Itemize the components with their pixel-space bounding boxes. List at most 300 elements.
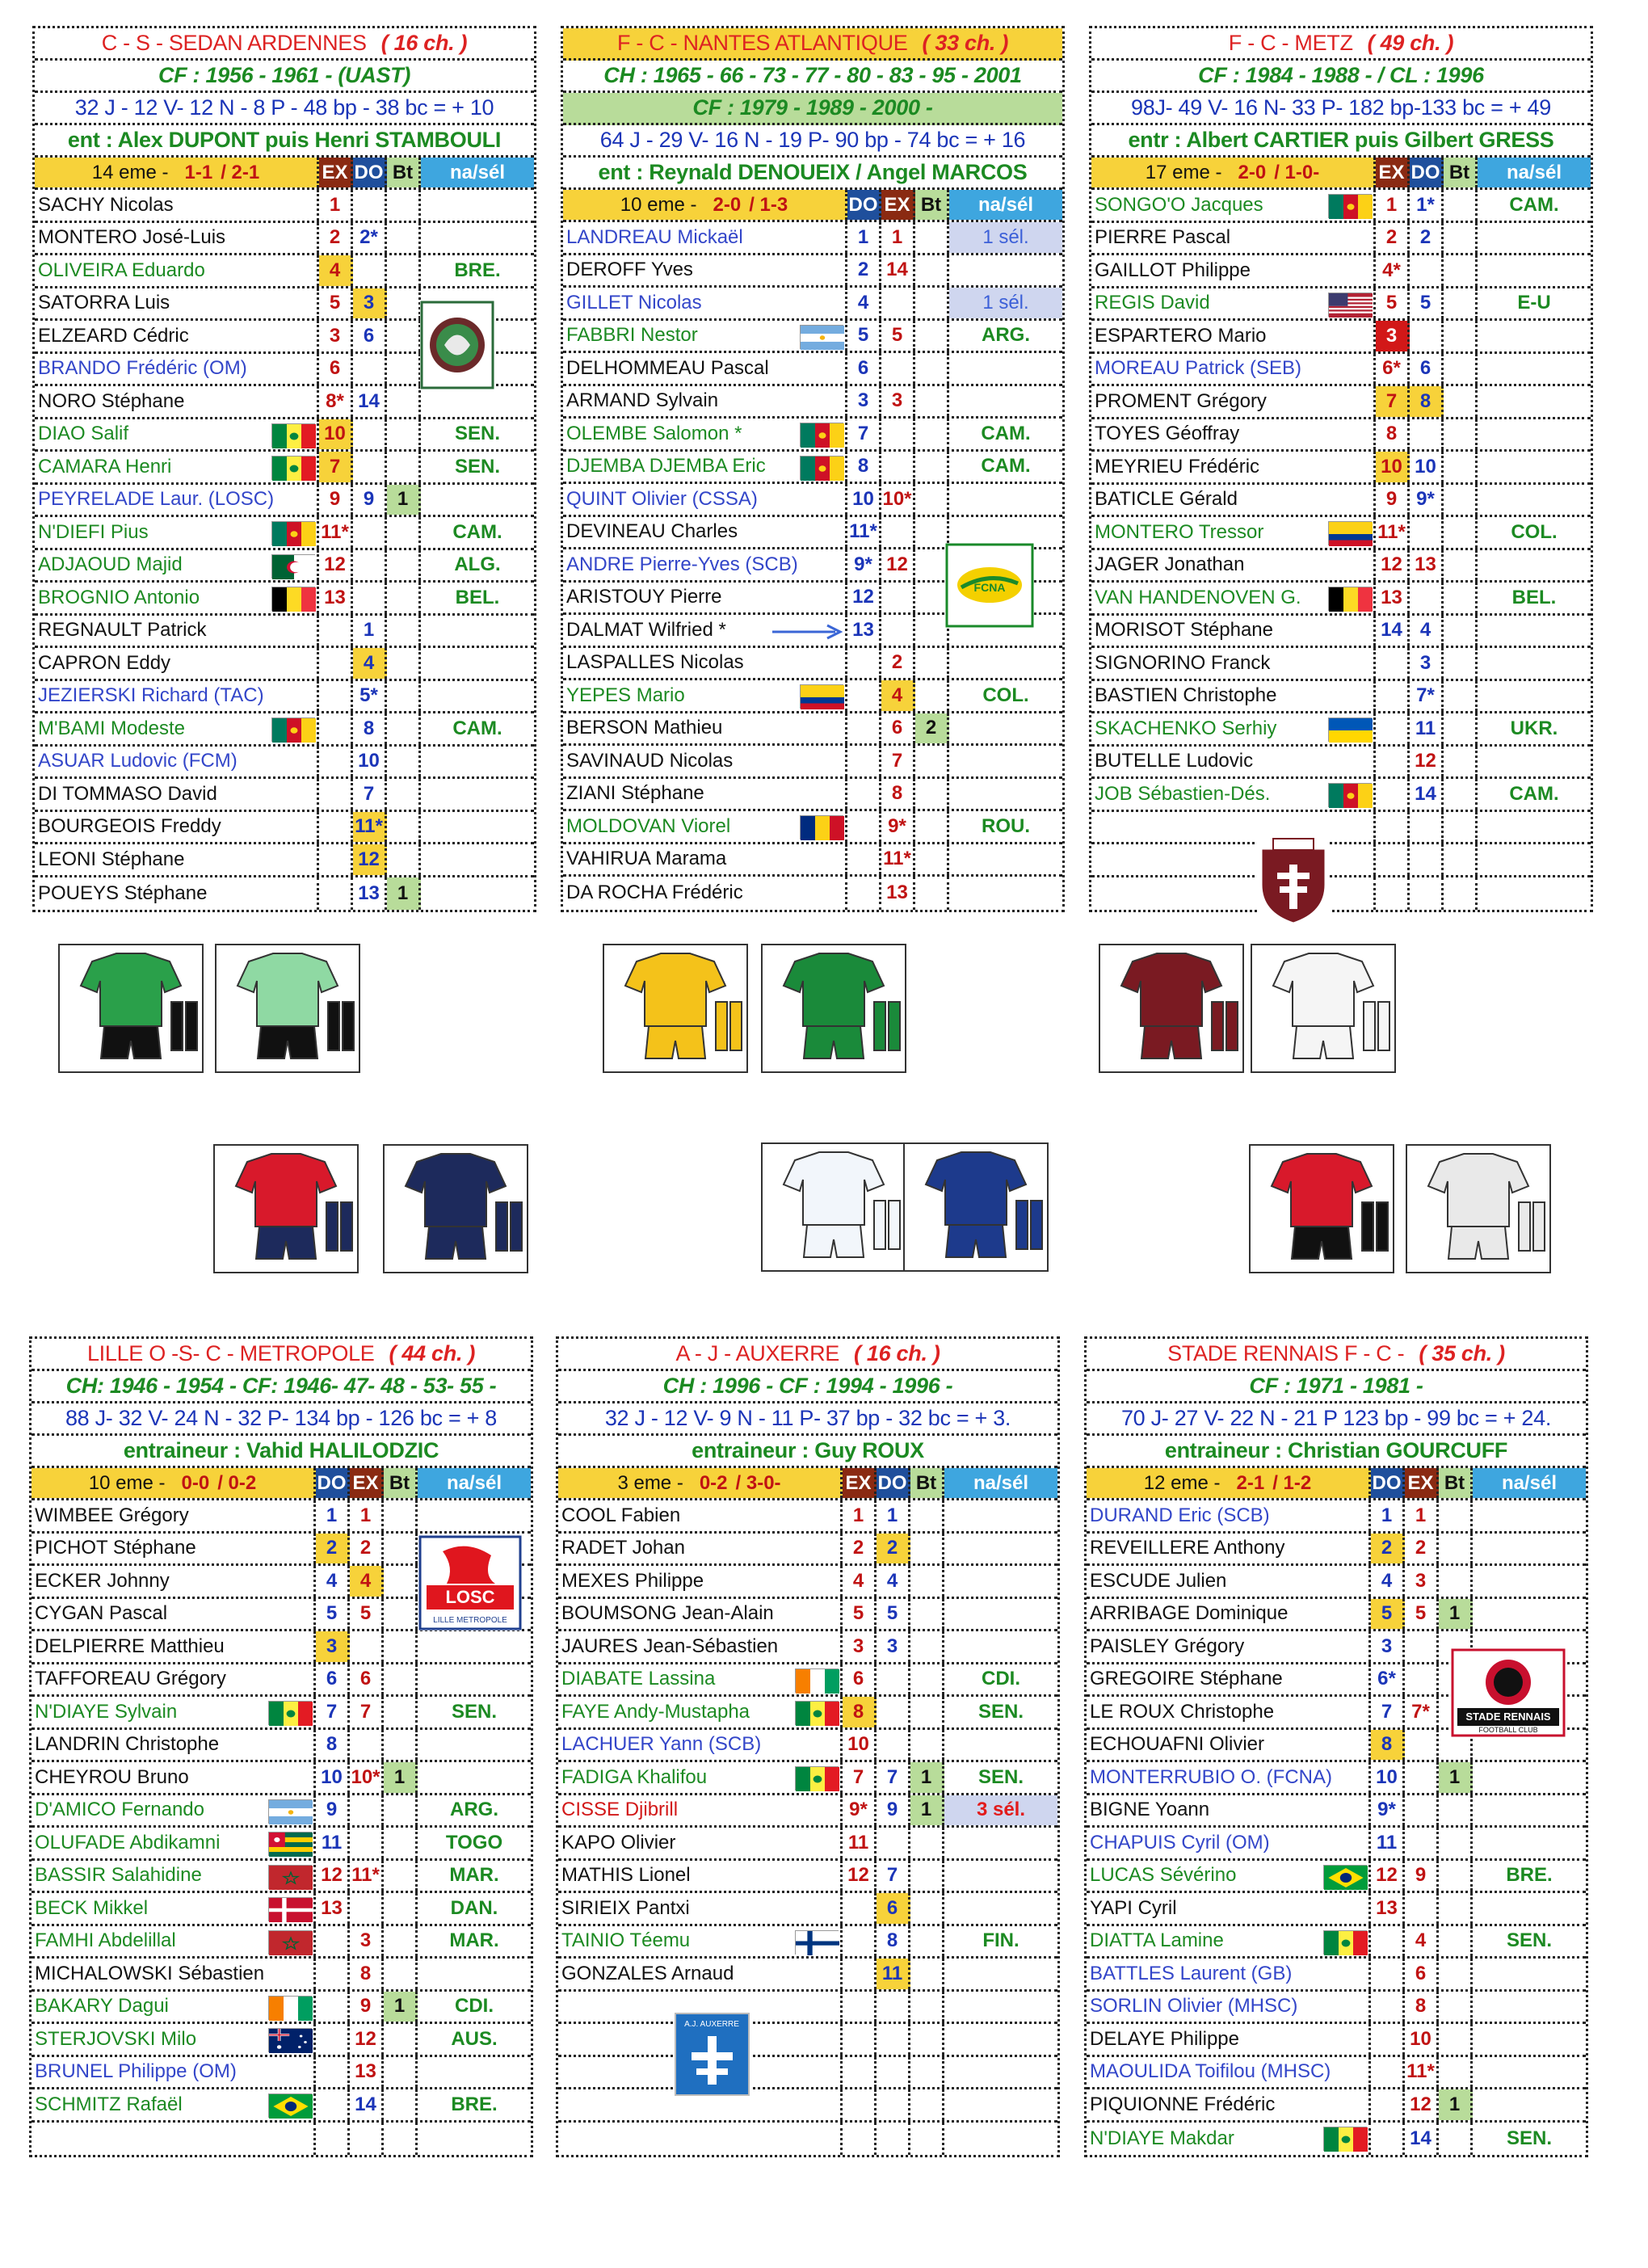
shirt-number-col1: [847, 680, 881, 711]
player-name: [563, 648, 847, 679]
nationality-cell: [418, 1500, 531, 1531]
shirt-number-col1-value: 8: [857, 455, 869, 478]
shirt-number-col2-value: 9: [1415, 1864, 1427, 1887]
goals-cell: [915, 517, 949, 548]
shirt-number-col1: [1376, 779, 1410, 810]
goals-cell: [1444, 681, 1478, 712]
goals-cell: [915, 222, 949, 253]
player-name-text: DA ROCHA Frédéric: [566, 882, 743, 904]
nationality-cell: [949, 222, 1062, 253]
shirt-number-col2-value: 6: [886, 1896, 898, 1919]
nationality-cell: [1478, 844, 1591, 875]
player-row: [1091, 583, 1591, 616]
sedan-away-kit-icon: [215, 944, 360, 1073]
rank-cell: [1087, 1468, 1371, 1498]
shirt-number-col1-value: 5: [329, 292, 341, 314]
shirt-number-col2: [881, 517, 915, 548]
shirt-number-col1: [319, 321, 353, 351]
player-name-text: BRUNEL Philippe (OM): [35, 2060, 237, 2083]
shirt-number-col2: [877, 2024, 910, 2055]
player-name: [563, 583, 847, 613]
shirt-number-col2: [350, 1992, 384, 2022]
nationality-cell: [949, 746, 1062, 776]
goals-cell: [1439, 2123, 1473, 2156]
player-name-text: PIERRE Pascal: [1095, 226, 1231, 249]
player-row: [32, 1500, 531, 1534]
shirt-number-col1: [1376, 713, 1410, 744]
player-name: [32, 1534, 316, 1564]
shirt-number-col1: [847, 844, 881, 875]
player-name: [1091, 255, 1376, 286]
shirt-number-col1: [316, 1599, 350, 1630]
nationality-cell: [1473, 1566, 1586, 1597]
svg-text:FCNA: FCNA: [973, 581, 1006, 594]
player-row: [1091, 190, 1591, 223]
shirt-number-col2-value: 14: [886, 259, 908, 281]
goals-cell: [1444, 288, 1478, 319]
nationality-value: CAM.: [981, 455, 1031, 478]
shirt-number-col1: [847, 222, 881, 253]
shirt-number-col1-value: 13: [1381, 586, 1402, 608]
player-name-text: DELHOMMEAU Pascal: [566, 356, 769, 379]
goals-cell: [915, 680, 949, 711]
shirt-number-col1: [319, 485, 353, 515]
player-name: [1091, 583, 1376, 613]
player-row: [1091, 485, 1591, 518]
record-text: 70 J- 27 V- 22 N - 21 P 123 bp - 99 bc = + 24.: [1120, 1406, 1552, 1430]
player-name-text: LEONI Stéphane: [38, 848, 185, 870]
player-row: [563, 222, 1062, 255]
goals-cell: [1439, 1893, 1473, 1924]
flag-bel-icon: [271, 587, 315, 611]
nationality-cell: [421, 255, 534, 286]
player-row: [35, 648, 534, 681]
shirt-number-col2: [350, 2123, 384, 2156]
goals-cell: [1444, 190, 1478, 221]
shirt-number-col2-value: 10: [1415, 455, 1436, 478]
table-header: [1087, 1468, 1586, 1500]
player-name-text: BASSIR Salahidine: [35, 1864, 202, 1887]
player-row: [558, 2057, 1057, 2090]
shirt-number-col2-value: 7: [886, 1765, 898, 1788]
player-name-text: FAMHI Abdelillal: [35, 1929, 176, 1952]
shirt-number-col1-value: 13: [321, 1896, 343, 1919]
player-name: [558, 1828, 843, 1858]
goals-cell: [387, 517, 421, 548]
shirt-number-col1: [1376, 223, 1410, 254]
player-name: [1087, 1762, 1371, 1793]
nationality-cell: [949, 386, 1062, 417]
team-championships: ( 49 ch. ): [1367, 31, 1454, 55]
col-header-nat-sel: na/sél: [1473, 1468, 1586, 1498]
shirt-number-col2-value: 12: [1410, 2093, 1431, 2115]
rank-score-2: / 1-0-: [1274, 161, 1320, 183]
shirt-number-col2: [1405, 1566, 1439, 1597]
shirt-number-col1: [843, 2089, 877, 2120]
player-name-text: BRANDO Frédéric (OM): [38, 357, 247, 380]
shirt-number-col1: [1376, 255, 1410, 286]
shirt-number-col2: [353, 517, 387, 548]
shirt-number-col1-value: 2: [326, 1537, 338, 1559]
shirt-number-col2: [877, 1599, 910, 1630]
player-name: [1087, 1631, 1371, 1662]
flag-usa-icon: [1328, 292, 1372, 317]
nationality-cell: [1478, 812, 1591, 843]
player-name: [1091, 321, 1376, 351]
player-name: [563, 255, 847, 286]
player-name: [1091, 288, 1376, 319]
col-header-bt: Bt: [384, 1468, 418, 1498]
goals-cell: [910, 1631, 944, 1662]
nationality-cell: [944, 1926, 1057, 1957]
shirt-number-col2: [881, 680, 915, 711]
coach-text: entraineur : Vahid HALILODZIC: [123, 1438, 439, 1462]
shirt-number-col2-value: 11*: [351, 1864, 380, 1887]
shirt-number-col2: [1405, 1631, 1439, 1662]
shirt-number-col2-value: 5: [886, 1602, 898, 1625]
nationality-cell: [1473, 2089, 1586, 2120]
player-name: [1091, 485, 1376, 515]
player-name: [1087, 1893, 1371, 1924]
nationality-cell: [944, 1599, 1057, 1630]
fcna-crest-icon: [945, 543, 1034, 628]
goals-cell: [1439, 1795, 1473, 1826]
shirt-number-col1-value: 7: [857, 422, 869, 444]
player-row: [35, 452, 534, 485]
nationality-value: CAM.: [1509, 193, 1559, 216]
nationality-value: TOGO: [445, 1831, 503, 1854]
goals-cell: [915, 877, 949, 910]
coach-text: ent : Reynald DENOUEIX / Angel MARCOS: [598, 160, 1028, 184]
nationality-cell: [949, 648, 1062, 679]
goals-cell: [1439, 1992, 1473, 2022]
shirt-number-col2-value: 2: [1415, 1537, 1427, 1559]
flag-bre-icon: [1323, 1865, 1367, 1889]
shirt-number-col1: [1371, 1992, 1405, 2022]
player-name-text: LE ROUX Christophe: [1090, 1700, 1275, 1723]
shirt-number-col2: [877, 1992, 910, 2022]
player-row: [558, 1959, 1057, 1992]
player-row: [1087, 2089, 1586, 2123]
player-name-text: SIRIEIX Pantxi: [561, 1896, 690, 1919]
player-row: [35, 190, 534, 223]
player-name-text: ANDRE Pierre-Yves (SCB): [566, 553, 798, 575]
flag-sen-icon: [271, 456, 315, 480]
player-name: [1087, 1599, 1371, 1630]
shirt-number-col1-value: 1: [857, 225, 869, 248]
player-name: [558, 1697, 843, 1727]
rank-cell: [558, 1468, 843, 1498]
player-name: [1091, 452, 1376, 482]
goals-cell: [910, 1795, 944, 1826]
player-row: [32, 1762, 531, 1795]
nationality-cell: [1478, 485, 1591, 515]
shirt-number-col2-value: 2*: [359, 226, 378, 249]
player-row: [32, 2123, 531, 2156]
nationality-cell: [949, 811, 1062, 842]
shirt-number-col1-value: 3: [1381, 1635, 1393, 1657]
nationality-cell: [1478, 190, 1591, 221]
col-header-do: DO: [353, 158, 387, 187]
player-row: [35, 877, 534, 911]
player-name-text: LANDREAU Mickaël: [566, 225, 743, 248]
shirt-number-col2-value: 13: [886, 882, 908, 904]
shirt-number-col2: [353, 386, 387, 417]
team-title: C - S - SEDAN ARDENNES: [101, 31, 367, 55]
player-row: [1091, 681, 1591, 714]
player-name-text: SKACHENKO Serhiy: [1095, 717, 1277, 739]
team-record: [35, 93, 534, 125]
shirt-number-col2-value: 10*: [882, 487, 912, 510]
table-header: [1091, 158, 1591, 190]
metz-third-kit-icon: [1249, 1144, 1394, 1273]
nationality-value: BEL.: [455, 586, 500, 608]
team-coach: [563, 158, 1062, 190]
shirt-number-col2-value: 13: [358, 882, 380, 904]
shirt-number-col1: [1371, 1828, 1405, 1858]
player-name-text: SACHY Nicolas: [38, 193, 174, 216]
shirt-number-col1: [319, 550, 353, 581]
shirt-number-col2: [881, 549, 915, 580]
shirt-number-col2: [1410, 583, 1444, 613]
player-name: [1091, 648, 1376, 679]
shirt-number-col1-value: 1: [1385, 193, 1398, 216]
shirt-number-col1-value: 2: [1385, 226, 1398, 249]
player-name-text: TAFFOREAU Grégory: [35, 1668, 226, 1690]
player-row: [1087, 2057, 1586, 2090]
shirt-number-col1-value: 11: [321, 1831, 343, 1854]
shirt-number-col1-value: 1: [326, 1504, 338, 1526]
rank-score-1: 0-0: [181, 1471, 210, 1494]
player-row: [35, 844, 534, 877]
shirt-number-col2: [1405, 1926, 1439, 1957]
player-name: [558, 1566, 843, 1597]
flag-aus-icon: [268, 2028, 312, 2052]
shirt-number-col2: [353, 288, 387, 319]
goals-cell: [384, 1566, 418, 1597]
team-championships: ( 16 ch. ): [380, 31, 468, 55]
nationality-value: SEN.: [454, 455, 500, 478]
nationality-value: CDI.: [982, 1668, 1020, 1690]
shirt-number-col1-value: 1: [852, 1504, 864, 1526]
player-name: [32, 1861, 316, 1891]
shirt-number-col1: [1376, 452, 1410, 482]
shirt-number-col2-value: 7*: [1411, 1700, 1430, 1723]
goals-cell: [384, 2024, 418, 2055]
player-row: [1091, 648, 1591, 681]
nationality-cell: [944, 1893, 1057, 1924]
shirt-number-col2: [1405, 1959, 1439, 1989]
player-name: [35, 288, 319, 319]
nationality-cell: [1473, 1795, 1586, 1826]
shirt-number-col1: [843, 1861, 877, 1891]
shirt-number-col2: [881, 353, 915, 384]
player-row: [563, 713, 1062, 747]
rank-score-1: 2-1: [1236, 1471, 1265, 1494]
shirt-number-col1: [847, 517, 881, 548]
shirt-number-col2-value: 5: [1415, 1602, 1427, 1625]
rank-score-1: 2-0: [1238, 161, 1267, 183]
shirt-number-col1-value: 12: [1381, 553, 1402, 576]
player-row: [563, 386, 1062, 419]
goals-cell: [910, 2123, 944, 2156]
flag-sen-icon: [1323, 2127, 1367, 2151]
shirt-number-col2-value: 4: [1415, 1929, 1427, 1952]
shirt-number-col1-value: 9: [1385, 488, 1398, 511]
shirt-number-col2: [881, 648, 915, 679]
goals-cell: [387, 485, 421, 515]
team-card-nantes: [561, 26, 1065, 912]
arrow-right-icon: [771, 623, 843, 646]
nationality-cell: [1473, 1534, 1586, 1564]
shirt-number-col1: [319, 616, 353, 646]
player-row: [35, 419, 534, 452]
shirt-number-col1: [1371, 1762, 1405, 1793]
goals-cell: [387, 386, 421, 417]
sedan-home-kit-icon: [58, 944, 204, 1073]
goals-cell: [384, 1795, 418, 1826]
player-name-text: ARMAND Sylvain: [566, 389, 719, 412]
player-name: [35, 255, 319, 286]
shirt-number-col1: [316, 2123, 350, 2156]
player-name: [32, 1730, 316, 1761]
shirt-number-col2: [877, 1534, 910, 1564]
player-row: [558, 1992, 1057, 2025]
player-name-text: TOYES Géoffray: [1095, 423, 1240, 445]
team-record: [1091, 93, 1591, 125]
shirt-number-col1: [319, 517, 353, 548]
nationality-cell: [418, 2057, 531, 2088]
nationality-cell: [1478, 517, 1591, 548]
nationality-cell: [421, 713, 534, 744]
svg-text:LOSC: LOSC: [445, 1587, 495, 1607]
player-row: [1091, 747, 1591, 780]
shirt-number-col2: [1410, 354, 1444, 385]
player-row: [1087, 1959, 1586, 1992]
shirt-number-col2: [877, 2089, 910, 2120]
player-name-text: CISSE Djibrill: [561, 1799, 679, 1821]
nationality-cell: [944, 2024, 1057, 2055]
shirt-number-col1: [1376, 681, 1410, 712]
player-row: [32, 1730, 531, 1763]
nationality-value: SEN.: [977, 1700, 1024, 1723]
nationality-cell: [421, 550, 534, 581]
goals-cell: [1439, 2024, 1473, 2055]
goals-cell: [915, 746, 949, 776]
goals-cell: [384, 1730, 418, 1761]
player-row: [558, 2024, 1057, 2057]
player-row: [32, 2057, 531, 2090]
player-name-text: TAINIO Téemu: [561, 1929, 691, 1952]
shirt-number-col2-value: 11: [1415, 717, 1436, 739]
player-row: [558, 1730, 1057, 1763]
shirt-number-col1: [1376, 583, 1410, 613]
player-row: [1091, 419, 1591, 452]
goals-cell: [915, 648, 949, 679]
shirt-number-col2: [881, 583, 915, 613]
player-name: [1091, 419, 1376, 450]
goals-cell: [384, 1828, 418, 1858]
shirt-number-col2: [353, 713, 387, 744]
player-name: [35, 779, 319, 810]
shirt-number-col2-value: 4: [363, 651, 375, 674]
shirt-number-col1: [316, 1664, 350, 1695]
shirt-number-col1-value: 12: [324, 553, 346, 576]
shirt-number-col1: [316, 1762, 350, 1793]
shirt-number-col1: [843, 1730, 877, 1761]
shirt-number-col2: [350, 1762, 384, 1793]
shirt-number-col2: [1405, 1828, 1439, 1858]
player-name: [1091, 681, 1376, 712]
shirt-number-col1: [1376, 386, 1410, 417]
shirt-number-col1-value: 5: [1385, 292, 1398, 314]
flag-col-icon: [1328, 521, 1372, 545]
player-name-text: RADET Johan: [561, 1537, 685, 1559]
shirt-number-col2-value: 9: [886, 1799, 898, 1821]
player-name: [35, 354, 319, 385]
flag-bel-icon: [1328, 587, 1372, 611]
shirt-number-col2: [353, 485, 387, 515]
shirt-number-col2: [350, 1566, 384, 1597]
shirt-number-col2-value: 5: [891, 324, 903, 347]
shirt-number-col1: [847, 255, 881, 286]
shirt-number-col1: [847, 452, 881, 482]
shirt-number-col2: [1405, 2123, 1439, 2156]
shirt-number-col2-value: 6: [363, 324, 375, 347]
player-name-text: JAGER Jonathan: [1095, 553, 1245, 576]
player-name: [32, 1795, 316, 1826]
player-name-text: DIATTA Lamine: [1090, 1929, 1224, 1952]
sedan-fourth-kit-icon: [383, 1144, 528, 1273]
goals-cell: [384, 1992, 418, 2022]
rank-score-2: / 2-1: [221, 161, 260, 183]
shirt-number-col1: [1376, 485, 1410, 515]
col-header-do: DO: [316, 1468, 350, 1498]
nationality-cell: [421, 844, 534, 875]
player-name: [1087, 1959, 1371, 1989]
shirt-number-col1: [316, 1500, 350, 1531]
player-name-text: PAISLEY Grégory: [1090, 1635, 1245, 1657]
shirt-number-col1: [1376, 419, 1410, 450]
shirt-number-col1-value: 12: [1376, 1864, 1398, 1887]
shirt-number-col2-value: 3: [363, 292, 375, 314]
player-name-text: YAPI Cyril: [1090, 1896, 1177, 1919]
shirt-number-col1: [1376, 517, 1410, 548]
shirt-number-col2-value: 2: [1419, 226, 1431, 249]
metz-away-kit-icon: [1251, 944, 1396, 1073]
nationality-cell: [1478, 877, 1591, 911]
nationality-cell: [421, 223, 534, 254]
shirt-number-col1-value: 9*: [1377, 1799, 1396, 1821]
nationality-cell: [421, 485, 534, 515]
shirt-number-col2: [353, 419, 387, 450]
player-row: [35, 681, 534, 714]
player-row: [563, 877, 1062, 910]
goals-cell: [915, 583, 949, 613]
flag-mar-icon: [268, 1930, 312, 1955]
metz-home-kit-icon: [1099, 944, 1244, 1073]
shirt-number-col2: [881, 844, 915, 875]
nationality-cell: [949, 288, 1062, 318]
shirt-number-col1: [847, 583, 881, 613]
shirt-number-col2: [1410, 288, 1444, 319]
goals-cell: [1444, 844, 1478, 875]
player-name: [558, 1730, 843, 1761]
goals-cell: [387, 616, 421, 646]
shirt-number-col1: [1371, 1534, 1405, 1564]
player-name-text: SATORRA Luis: [38, 292, 170, 314]
player-row: [1091, 452, 1591, 485]
